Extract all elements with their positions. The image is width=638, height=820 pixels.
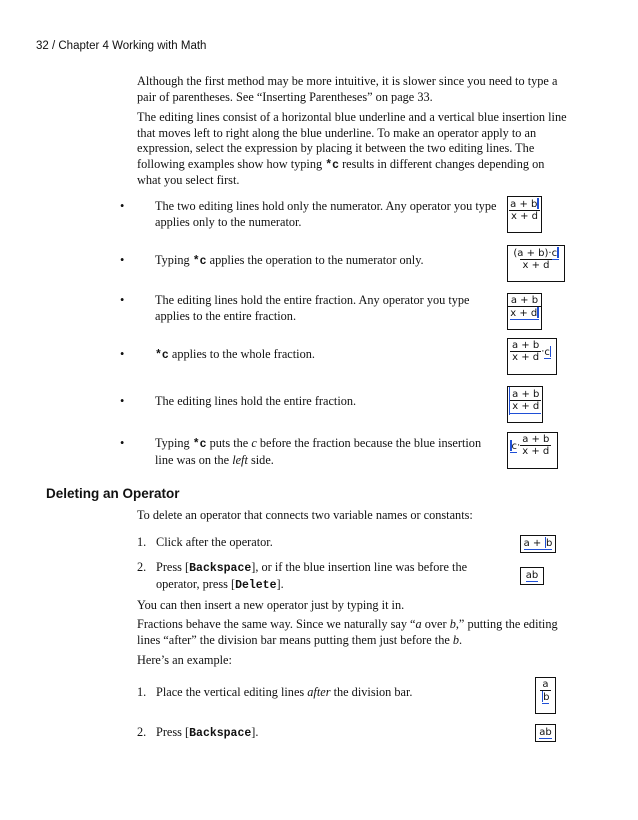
step2-1 xyxy=(137,685,497,701)
step-text-pre: Place the vertical editing lines xyxy=(156,685,308,699)
bullet-text-2-pre: Typing xyxy=(155,253,193,267)
math-numerator: a + b xyxy=(522,434,550,445)
math-denominator: x + d xyxy=(522,446,550,457)
insertion-line xyxy=(557,247,559,258)
step-text: Click after the operator. xyxy=(156,535,273,549)
insertion-line xyxy=(537,307,539,318)
equation-box-6 xyxy=(507,432,558,469)
math-ab: ab xyxy=(539,727,552,738)
bullet-text-6-pre: Typing xyxy=(155,436,193,450)
em-b-2: b xyxy=(452,632,460,647)
em-after: after xyxy=(307,685,331,699)
equation-box-9 xyxy=(535,677,556,714)
step2-2 xyxy=(137,725,497,742)
bullet-item-6: • Typing *c puts the c before the fraction because the blue insertion line was on the left side. xyxy=(120,436,482,467)
equation-box-2 xyxy=(507,245,565,282)
math-a: a xyxy=(542,679,549,690)
code-star-c: *c xyxy=(192,255,207,268)
step-text-post: the division bar. xyxy=(330,685,413,699)
paragraph-after-2 xyxy=(137,617,570,648)
em-a: a xyxy=(415,617,422,631)
bullet-text-6c: side. xyxy=(247,452,274,467)
math-dot: · xyxy=(548,248,552,259)
key-backspace: Backspace xyxy=(189,562,252,575)
math-numerator: a + b xyxy=(510,295,539,306)
math-c: c xyxy=(544,346,550,358)
bullet-item-4: • *c applies to the whole fraction. xyxy=(120,347,315,362)
step-2 xyxy=(137,560,497,593)
step-text-mid: ], or if the blue insertion line was before the operator, press [ xyxy=(156,560,468,591)
code-star-c: *c xyxy=(192,438,207,451)
bullet-item-1: • The two editing lines hold only the numerator. Any operator you type applies only to the numerator. xyxy=(120,199,500,230)
equation-box-5 xyxy=(507,386,543,423)
bullet-item-5: • The editing lines hold the entire fraction. xyxy=(120,394,500,410)
math-dot: · xyxy=(517,440,521,452)
after2-c: ,” putting the editing lines “after” the division bar means putting them just before the xyxy=(137,617,558,647)
step-number: 2. xyxy=(137,560,147,574)
equation-box-8 xyxy=(520,567,544,585)
em-b: b xyxy=(449,617,456,631)
intro-paragraph-2 xyxy=(137,110,570,189)
math-b: b xyxy=(543,692,550,703)
key-delete: Delete xyxy=(235,578,277,592)
math-denominator: x + d xyxy=(512,401,540,412)
equation-box-4 xyxy=(507,338,557,375)
step-number: 1. xyxy=(137,685,147,699)
bullet-item-2: • Typing *c applies the operation to the numerator only. xyxy=(120,253,424,268)
bullet-text-6a: puts the xyxy=(206,436,252,450)
step-text-post: ]. xyxy=(276,576,284,591)
code-star-c: *c xyxy=(155,349,169,362)
math-a-plus: a + xyxy=(523,538,545,549)
paragraph-after-3: Here’s an example: xyxy=(137,653,232,667)
after2-b: over xyxy=(421,617,450,631)
math-c: c xyxy=(511,440,517,452)
intro-paragraph-1 xyxy=(137,74,570,105)
bullet-text-2-post: applies the operation to the numerator only. xyxy=(206,253,424,267)
section-intro: To delete an operator that connects two variable names or constants: xyxy=(137,508,473,522)
em-c: c xyxy=(251,436,257,450)
step-text-pre: Press [ xyxy=(156,560,190,574)
math-numerator: (a + b) xyxy=(513,248,549,259)
math-numerator: a + b xyxy=(510,199,538,210)
math-dot: · xyxy=(541,346,545,358)
insertion-line xyxy=(537,198,539,209)
step-text-pre: Press [ xyxy=(156,725,190,739)
math-numerator: a + b xyxy=(512,389,540,400)
section-heading: Deleting an Operator xyxy=(46,486,180,501)
equation-box-7 xyxy=(520,535,556,553)
math-b: b xyxy=(546,538,553,549)
math-c: c xyxy=(551,248,558,259)
step-number: 1. xyxy=(137,535,147,549)
bullet-text-6b: before the fraction because the blue insertion line was on the xyxy=(155,436,482,467)
equation-box-1 xyxy=(507,196,542,233)
equation-box-10 xyxy=(535,724,556,742)
math-denominator: x + d xyxy=(512,352,540,363)
equation-box-3 xyxy=(507,293,542,330)
code-star-c: *c xyxy=(325,158,340,172)
intro-text-2b: results in different changes depending on what you select first. xyxy=(137,156,545,187)
bullet-text-1: The two editing lines hold only the numerator. Any operator you type applies only to the numerator. xyxy=(155,199,497,229)
math-denominator: x + d xyxy=(510,211,538,222)
intro-text-1: Although the first method may be more intuitive, it is slower since you need to type a pair of parentheses. See “Inserting Parentheses” on page 33. xyxy=(137,74,558,104)
running-head: 32 / Chapter 4 Working with Math xyxy=(36,40,207,52)
intro-text-2a: The editing lines consist of a horizontal blue underline and a vertical blue insertion line that moves left to right along the blue underline. To make an operator apply to an expression, select the expression by placing it between the two editing lines. The following examples show how typing xyxy=(137,110,567,171)
bullet-item-3: • The editing lines hold the entire fraction. Any operator you type applies to the entire fraction. xyxy=(120,293,500,324)
bullet-text-5: The editing lines hold the entire fraction. xyxy=(155,394,357,408)
insertion-line xyxy=(550,346,552,357)
step-1 xyxy=(137,535,497,551)
after2-a: Fractions behave the same way. Since we naturally say “ xyxy=(137,617,416,631)
step-number: 2. xyxy=(137,725,147,739)
key-backspace: Backspace xyxy=(189,727,252,740)
math-ab: ab xyxy=(525,570,539,581)
math-denominator: x + d xyxy=(510,308,538,319)
step-text-post: ]. xyxy=(251,725,259,739)
bullet-text-3: The editing lines hold the entire fraction. Any operator you type applies to the entire fraction. xyxy=(155,293,470,323)
math-numerator: a + b xyxy=(512,340,540,351)
after2-d: . xyxy=(459,632,463,647)
em-left: left xyxy=(232,452,248,467)
math-denominator: x + d xyxy=(522,260,550,271)
bullet-text-4-post: applies to the whole fraction. xyxy=(168,347,315,361)
paragraph-after-1: You can then insert a new operator just by typing it in. xyxy=(137,598,405,612)
